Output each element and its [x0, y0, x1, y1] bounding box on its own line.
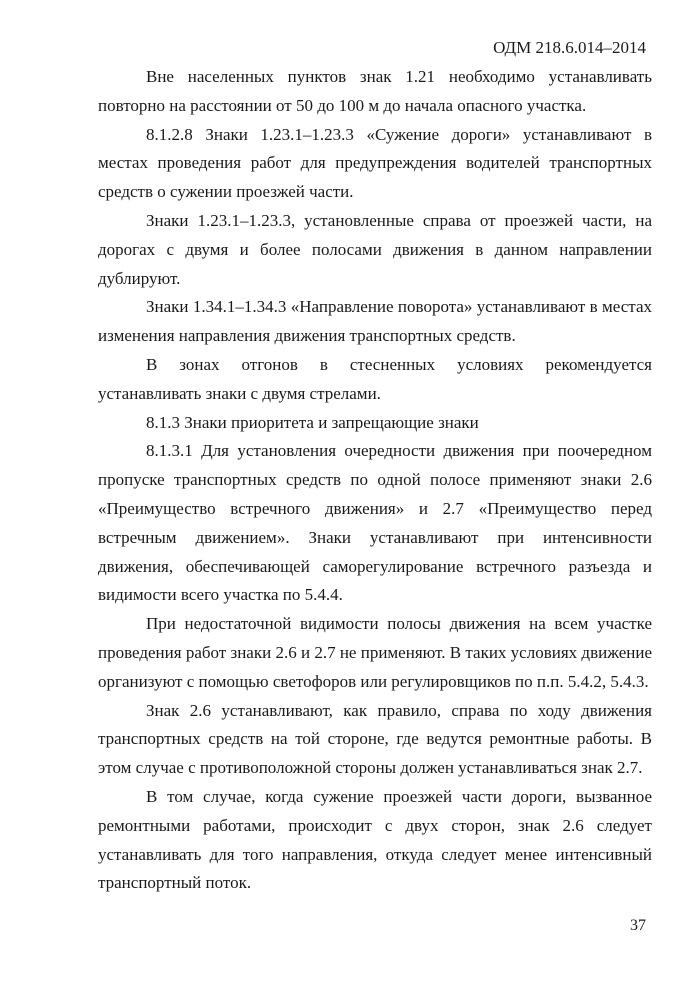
- section-heading-8-1-3: 8.1.3 Знаки приоритета и запрещающие знаки: [146, 412, 479, 432]
- paragraph-insufficient-visibility: При недостаточной видимости полосы движения на всем участке проведения работ знаки 2.6 и 2.7 не применяют. В таких условиях движение организуют с помощью светофоров или регулировщиков по п.п. 5.4.2, 5.4.3.: [98, 614, 652, 691]
- paragraph-signs-1-23-duplicate: Знаки 1.23.1–1.23.3, установленные справа от проезжей части, на дорогах с двумя и более полосами движения в данном направлении дублируют.: [98, 210, 652, 288]
- paragraph-two-arrows-signs: В зонах отгонов в стесненных условиях рекомендуется устанавливать знаки с двумя стрелами.: [98, 354, 652, 403]
- paragraph-sign-1-21-repeat: Вне населенных пунктов знак 1.21 необходимо устанавливать повторно на расстоянии от 50 до 100 м до начала опасного участка.: [98, 67, 652, 115]
- paragraph-two-sided-narrowing: В том случае, когда сужение проезжей части дороги, вызванное ремонтными работами, происходит с двух сторон, знак 2.6 следует устанавливать для того направления, откуда следует менее интенсивный транспортный поток.: [98, 786, 652, 893]
- document-code-header: ОДМ 218.6.014–2014: [493, 38, 646, 57]
- paragraph-sign-2-6-placement: Знак 2.6 устанавливают, как правило, справа по ходу движения транспортных средств на той стороне, где ведутся ремонтные работы. В этом случае с противоположной стороны должен устанавливаться знак 2.7.: [98, 700, 652, 778]
- paragraph-8-1-2-8-road-narrowing: 8.1.2.8 Знаки 1.23.1–1.23.3 «Сужение дороги» устанавливают в местах проведения работ для предупреждения водителей транспортных средств о сужении проезжей части.: [98, 124, 652, 202]
- document-body: [98, 63, 652, 898]
- paragraph-signs-1-34-turn-direction: Знаки 1.34.1–1.34.3 «Направление поворота» устанавливают в местах изменения направления движения транспортных средств.: [98, 297, 652, 346]
- paragraph-8-1-3-1-priority-signs: 8.1.3.1 Для установления очередности движения при поочередном пропуске транспортных средств по одной полосе применяют знаки 2.6 «Преимущество встречного движения» и 2.7 «Преимущество перед встречным движением». Знаки устанавливают при интенсивности движения, обеспечивающей саморегулирование встречного разъезда и видимости всего участка по 5.4.4.: [98, 441, 652, 605]
- page-number: 37: [630, 917, 646, 934]
